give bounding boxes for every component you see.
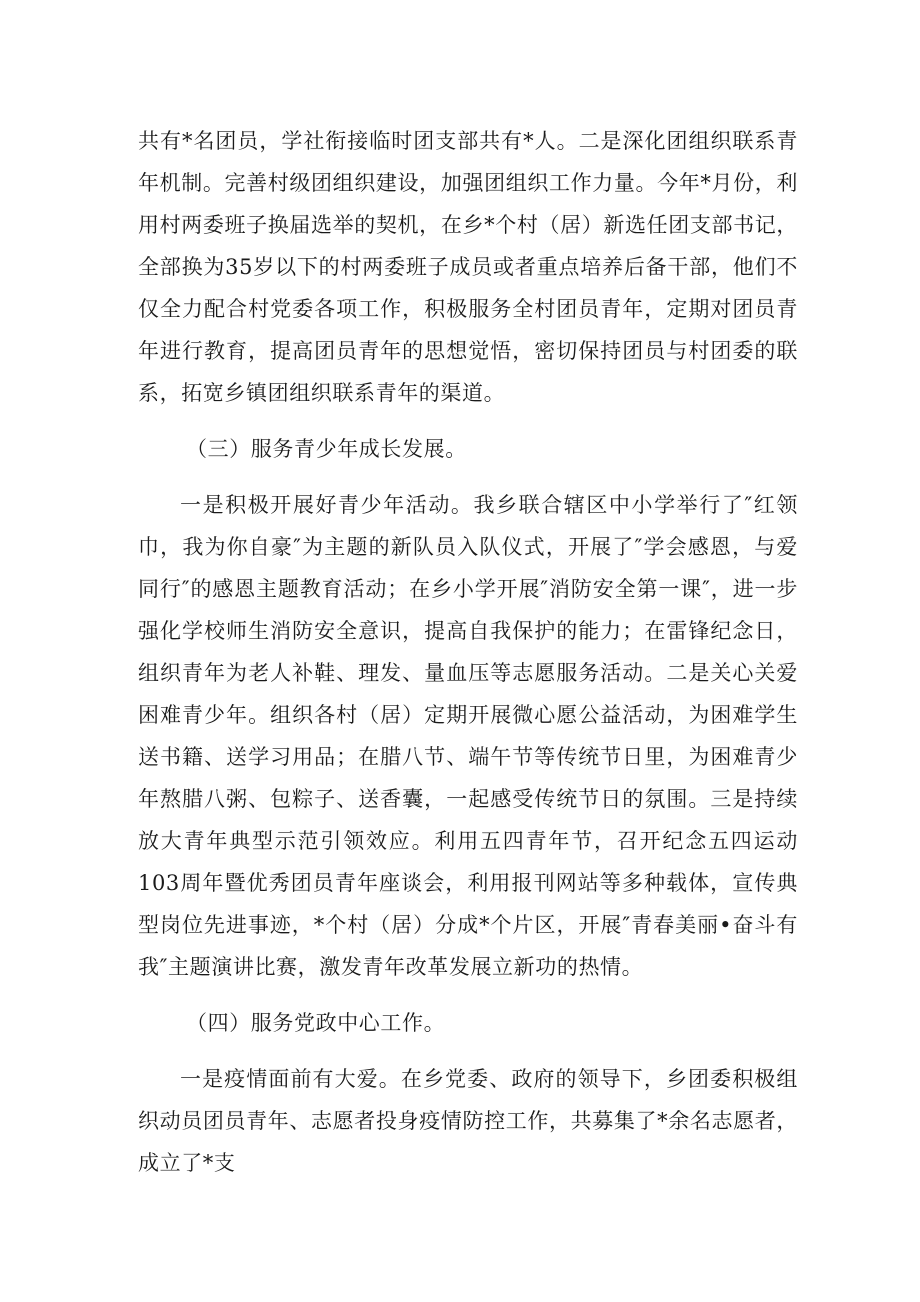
paragraph-epidemic-response: 一是疫情面前有大爱。在乡党委、政府的领导下，乡团委积极组织动员团员青年、志愿者投身疫情防控工作，共募集了*余名志愿者，成立了*支 xyxy=(138,1067,798,1175)
document-body xyxy=(138,120,798,1198)
section-heading-3: （三）服务青少年成长发展。 xyxy=(186,437,467,461)
paragraph-youth-league-organization: 共有*名团员，学社衔接临时团支部共有*人。二是深化团组织联系青年机制。完善村级团组织建设，加强团组织工作力量。今年*月份，利用村两委班子换届选举的契机，在乡*个村（居）新选任团支部书记，全部换为35岁以下的村两委班子成员或者重点培养后备干部，他们不仅全力配合村党委各项工作，积极服务全村团员青年，定期对团员青年进行教育，提高团员青年的思想觉悟，密切保持团员与村团委的联系，拓宽乡镇团组织联系青年的渠道。 xyxy=(138,129,798,405)
paragraph-youth-activities: 一是积极开展好青少年活动。我乡联合辖区中小学举行了″红领巾，我为你自豪″为主题的新队员入队仪式，开展了″学会感恩，与爱同行″的感恩主题教育活动；在乡小学开展″消防安全第一课″，进一步强化学校师生消防安全意识，提高自我保护的能力；在雷锋纪念日，组织青年为老人补鞋、理发、量血压等志愿服务活动。二是关心关爱困难青少年。组织各村（居）定期开展微心愿公益活动，为困难学生送书籍、送学习用品；在腊八节、端午节等传统节日里，为困难青少年熬腊八粥、包粽子、送香囊，一起感受传统节日的氛围。三是持续放大青年典型示范引领效应。利用五四青年节，召开纪念五四运动103周年暨优秀团员青年座谈会，利用报刊网站等多种载体，宣传典型岗位先进事迹，*个村（居）分成*个片区，开展″青春美丽•奋斗有我″主题演讲比赛，激发青年改革发展立新功的热情。 xyxy=(138,493,798,979)
section-heading-4: （四）服务党政中心工作。 xyxy=(186,1011,446,1035)
